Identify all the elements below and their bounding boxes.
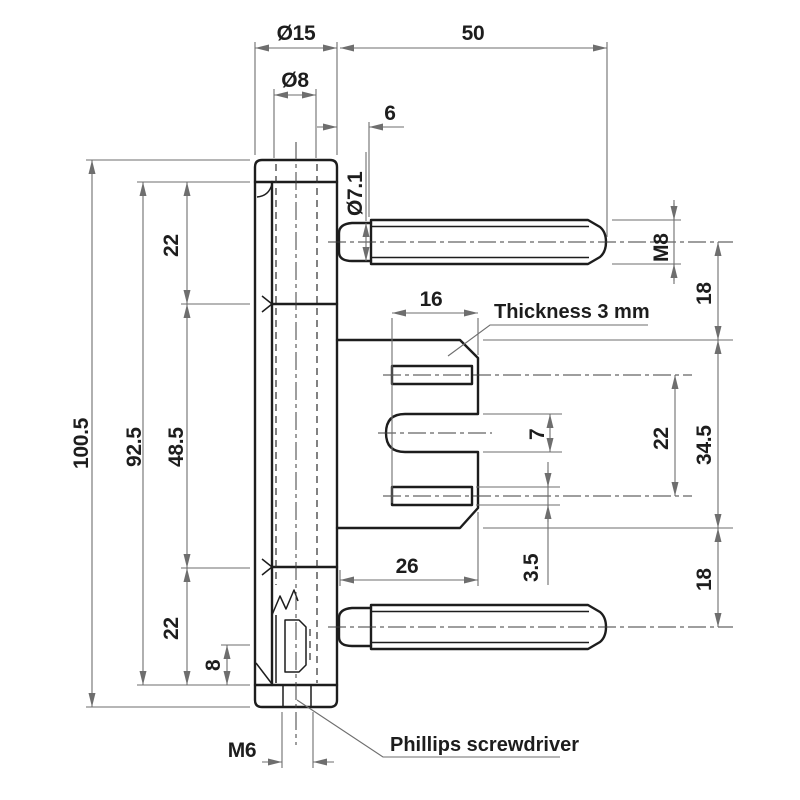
dim-label-26: 26 xyxy=(395,555,419,578)
dimension-labels xyxy=(70,22,716,762)
dim-label-7: 7 xyxy=(526,428,549,440)
dim-label-dia8: Ø8 xyxy=(281,69,309,92)
dimension-lines xyxy=(86,42,733,768)
dim-label-18-bottom: 18 xyxy=(693,568,716,591)
note-thickness: Thickness 3 mm xyxy=(494,301,650,323)
dim-label-dia15: Ø15 xyxy=(276,22,316,45)
dim-label-50: 50 xyxy=(461,22,485,45)
dim-label-8: 8 xyxy=(202,659,225,671)
mounting-plate xyxy=(337,340,478,528)
dim-label-22-top-left: 22 xyxy=(160,234,183,257)
dim-label-18-top: 18 xyxy=(693,282,716,305)
dim-label-92-5: 92.5 xyxy=(123,427,146,467)
dim-label-16: 16 xyxy=(419,288,443,311)
dim-label-6: 6 xyxy=(384,102,396,125)
dim-label-100-5: 100.5 xyxy=(70,417,93,469)
dim-label-22-right: 22 xyxy=(650,427,673,450)
dim-label-m8: M8 xyxy=(650,233,673,262)
section-detail-set-screw xyxy=(272,590,311,706)
note-phillips-screwdriver: Phillips screwdriver xyxy=(390,734,579,756)
dim-label-48-5: 48.5 xyxy=(165,427,188,467)
dim-label-22-bottom-left: 22 xyxy=(160,617,183,640)
dim-label-dia7-1: Ø7.1 xyxy=(344,171,367,216)
dim-label-m6: M6 xyxy=(227,739,257,762)
dim-label-3-5: 3.5 xyxy=(520,553,543,582)
dim-label-34-5: 34.5 xyxy=(693,425,716,465)
